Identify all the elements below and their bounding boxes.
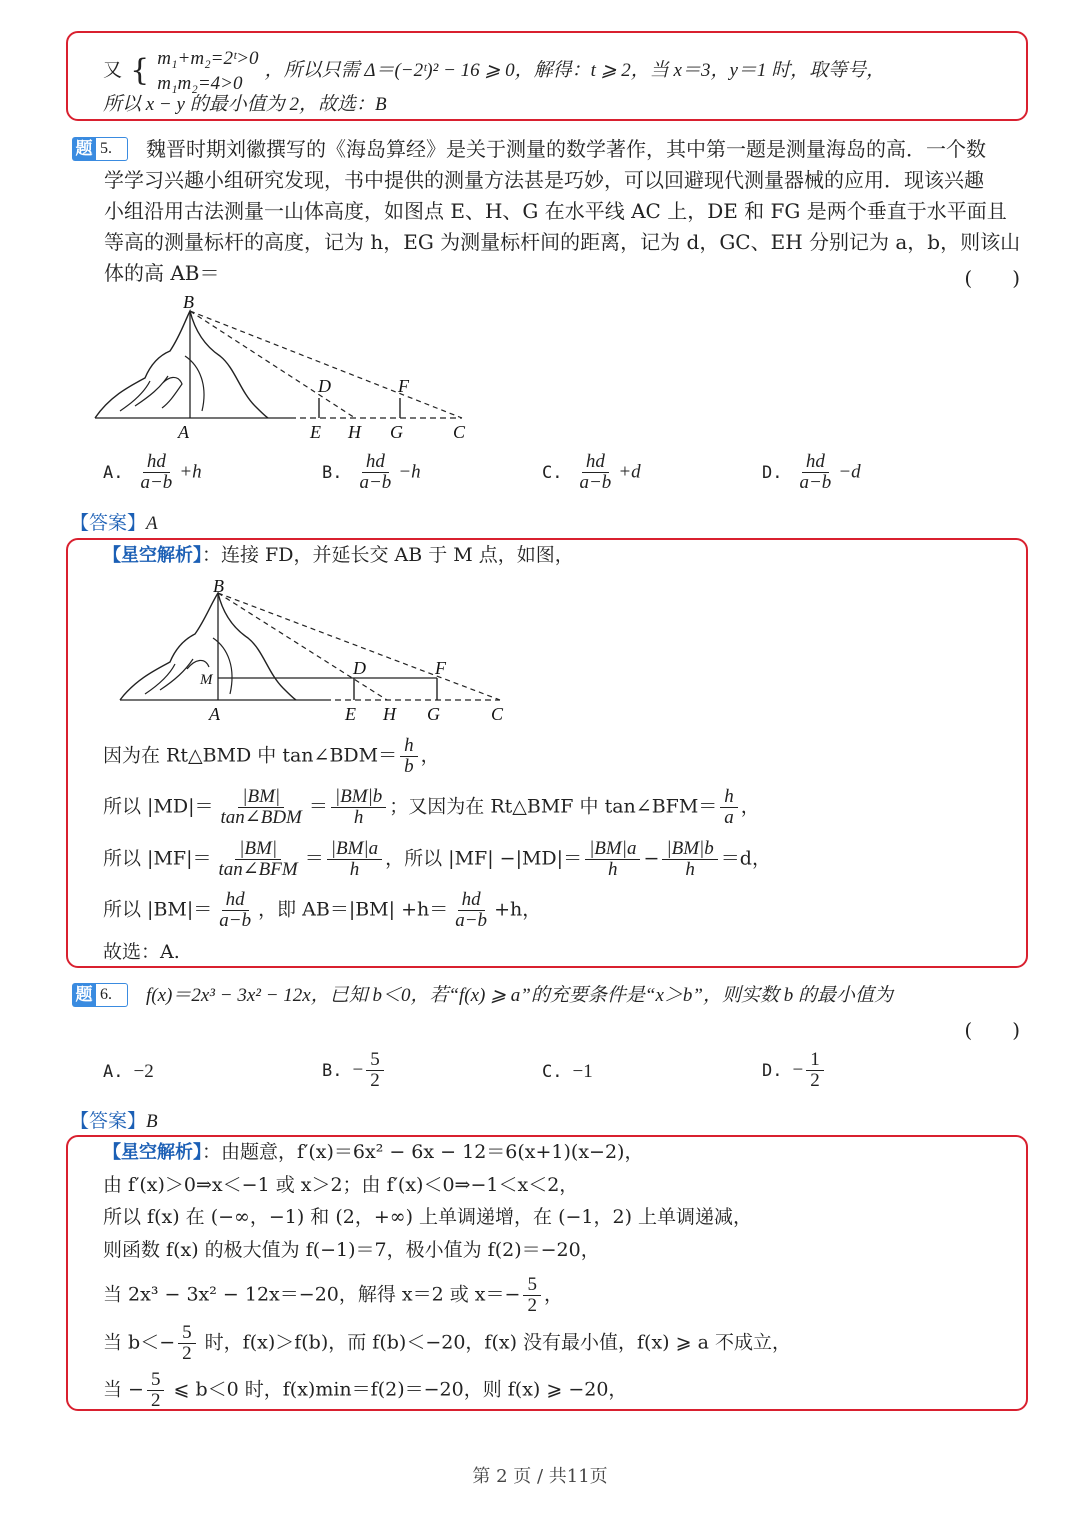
sol6-line2: 由 f′(x)＞0⇒x＜−1 或 x＞2；由 f′(x)＜0⇒−1＜x＜2，: [103, 1174, 579, 1196]
question-6-answer-blank: ( ): [964, 1018, 1020, 1042]
island-figure-with-m: [115, 576, 515, 726]
svg-text:M: M: [200, 672, 213, 688]
svg-text:D: D: [353, 658, 366, 678]
fig1-label-E: E: [310, 422, 321, 442]
q5-answer: 【答案】A: [70, 512, 158, 534]
svg-text:G: G: [427, 704, 440, 724]
sol5-intro: 【星空解析】：连接 FD，并延长交 AB 于 M 点，如图，: [103, 544, 574, 566]
question-5-text: 魏晋时期刘徽撰写的《海岛算经》是关于测量的数学著作，其中第一题是测量海岛的高．一个数: [146, 137, 986, 161]
sol6-line5: 当 2x³ − 3x² − 12x＝−20，解得 x＝2 或 x＝− $\frac{5}{2}$ ，: [103, 1274, 563, 1316]
sol5-line3: 所以 |MF|＝ $\frac{|BM|}{\text{tan∠BFM}}$ ＝ $\frac{|BM|a}{h}$ ，所以 |MF| −|MD|＝ $\frac{|BM|a}{h}$ − $\frac{|BM|b}{h}$ ＝d，: [103, 838, 771, 880]
sol5-line5: 故选：A.: [103, 941, 180, 963]
fig1-label-C: C: [453, 422, 466, 442]
q5-option-a[interactable]: A. $\frac{hd}{a-b}$ +h: [103, 451, 202, 493]
q6-option-c[interactable]: C. −1: [542, 1061, 593, 1082]
svg-text:C: C: [491, 704, 504, 724]
sol5-line1: 因为在 Rt△BMD 中 tan∠BDM＝ $\frac{h}{b}$ ，: [103, 735, 440, 777]
fig1-label-G: G: [390, 422, 403, 442]
prev-solution-line1: 又 { m₁+m₂=2ᵗ>0 m₁m₂=4>0 ，所以只需 Δ＝(−2ᵗ)² − 16 ⩾ 0，解得：t ⩾ 2，当 x＝3，y＝1 时，取等号，: [103, 48, 886, 94]
system-row-1: m₁+m₂=2ᵗ>0: [157, 48, 259, 69]
question-5-answer-blank: ( ): [964, 266, 1020, 290]
q5-option-b[interactable]: B. $\frac{hd}{a-b}$ −h: [322, 451, 421, 493]
sol5-line4: 所以 |BM|＝ $\frac{hd}{a-b}$ ，即 AB＝|BM| +h＝ $\frac{hd}{a-b}$ +h，: [103, 889, 542, 931]
sol6-line6: 当 b＜− $\frac{5}{2}$ 时，f(x)＞f(b)，而 f(b)＜−20，f(x) 没有最小值，f(x) ⩾ a 不成立，: [103, 1322, 791, 1364]
fig1-label-D: D: [318, 376, 331, 396]
q6-answer: 【答案】B: [70, 1110, 158, 1132]
island-figure: [90, 296, 480, 446]
svg-text:H: H: [383, 704, 396, 724]
fig1-label-A: A: [178, 422, 189, 442]
question-6-text: f(x)＝2x³ − 3x² − 12x，已知 b＜0，若“f(x) ⩾ a”的充要条件是“x＞b”，则实数 b 的最小值为: [146, 985, 893, 1006]
q6-option-b[interactable]: B. − $\frac{5}{2}$: [322, 1050, 387, 1091]
svg-text:F: F: [435, 658, 446, 678]
q6-option-a[interactable]: A. −2: [103, 1061, 154, 1082]
q5-option-c[interactable]: C. $\frac{hd}{a-b}$ +d: [542, 451, 641, 493]
prev-solution-line2: 所以 x − y 的最小值为 2，故选：B: [103, 94, 387, 115]
svg-text:A: A: [209, 704, 220, 724]
mountain-outline: [95, 311, 268, 418]
sol6-line7: 当 − $\frac{5}{2}$ ⩽ b＜0 时，f(x)min＝f(2)＝−20，则 f(x) ⩾ −20，: [103, 1369, 628, 1411]
q5-option-d[interactable]: D. $\frac{hd}{a-b}$ −d: [762, 451, 861, 493]
svg-text:E: E: [345, 704, 356, 724]
fig1-label-F: F: [398, 376, 409, 396]
sol5-line2: 所以 |MD|＝ $\frac{|BM|}{\text{tan∠BDM}}$ ＝ $\frac{|BM|b}{h}$ ；又因为在 Rt△BMF 中 tan∠BFM＝ $\frac{h}{a}$ ，: [103, 786, 760, 828]
fig1-label-H: H: [348, 422, 361, 442]
question-5-badge: 题 5.: [72, 137, 128, 161]
svg-text:B: B: [213, 576, 224, 596]
sol6-line3: 所以 f(x) 在 (−∞，−1) 和 (2，+∞) 上单调递增，在 (−1，2) 上单调递减，: [103, 1206, 753, 1228]
q6-option-d[interactable]: D. − $\frac{1}{2}$: [762, 1050, 827, 1091]
system-row-2: m₁m₂=4>0: [157, 73, 243, 94]
fig1-label-B: B: [183, 296, 194, 312]
sol6-line1: 【星空解析】：由题意，f′(x)＝6x² − 6x − 12＝6(x+1)(x−2)，: [103, 1141, 644, 1163]
page-footer: 第 2 页 / 共11页: [472, 1466, 608, 1487]
question-5-text-rest: 学学习兴趣小组研究发现，书中提供的测量方法甚是巧妙，可以回避现代测量器械的应用．现该兴趣 小组沿用古法测量一山体高度，如图点 E、H、G 在水平线 AC 上，DE 和 FG 是两个垂直于水平面且 等高的测量标杆的高度，记为 h，EG 为测量标杆间的距离，记为 d，GC、EH 分别记为 a，b，则该山 体的高 AB＝: [104, 168, 1021, 285]
question-6-badge: 题 6.: [72, 983, 128, 1007]
sol6-line4: 则函数 f(x) 的极大值为 f(−1)＝7，极小值为 f(2)＝−20，: [103, 1239, 600, 1261]
